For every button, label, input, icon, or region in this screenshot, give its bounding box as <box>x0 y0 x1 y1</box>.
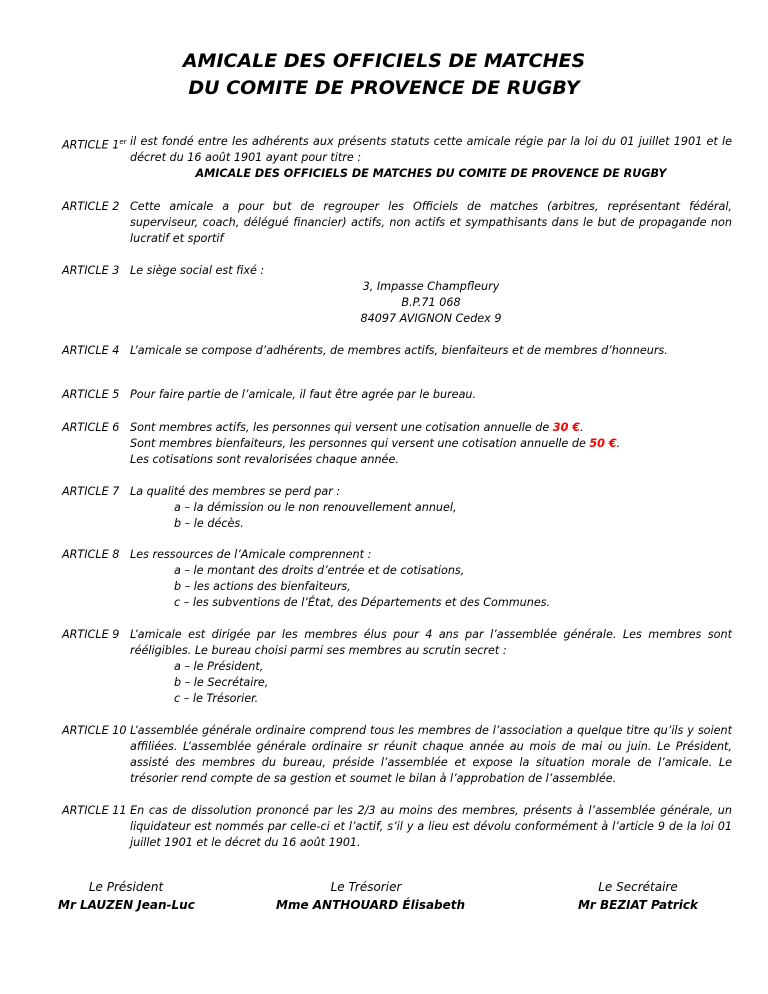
article-1-text: il est fondé entre les adhérents aux présents statuts cette amicale régie par la loi du 01 juillet 1901 et le décret du 16 août 1901 ayant pour titre : <box>130 135 732 164</box>
list-item: c – le Trésorier. <box>174 692 259 705</box>
signature-name: Mr LAUZEN Jean-Luc <box>58 898 195 912</box>
article-3-label: ARTICLE 3 <box>62 264 120 277</box>
article-11-text: En cas de dissolution prononcé par les 2/3 au moins des membres, présents à l’assemblée générale, un liquidateur est nommés par celle-ci et l’actif, s’il y a lieu est dévolu conformément à l’article 9 de la loi 01 juillet 1901 et le décret du 16 août 1901. <box>130 804 732 849</box>
article-9-text: L’amicale est dirigée par les membres élus pour 4 ans par l’assemblée générale. Les membres sont rééligibles. Le bureau choisi parmi ses membres au scrutin secret : <box>130 628 732 657</box>
article-10-text: L’assemblée générale ordinaire comprend tous les membres de l’association a quelque titre qu’ils y soient affiliées. L’assemblée générale ordinaire sr réunit chaque année au mois de mai ou juin. Le Président, assisté des membres du bureau, préside l’assemblée et expose la situation morale de l’amicale. Le trésorier rend compte de sa gestion et soumet le bilan à l’approbation de l’assemblée. <box>130 724 732 785</box>
signature-name: Mr BEZIAT Patrick <box>577 898 699 912</box>
article-6-label: ARTICLE 6 <box>62 421 120 434</box>
address-line-1: 3, Impasse Champfleury <box>362 280 500 293</box>
article-6-line-2: Sont membres bienfaiteurs, les personnes qui versent une cotisation annuelle de 50 €. <box>130 437 621 450</box>
list-item: a – le Président, <box>174 660 264 673</box>
benefactor-member-fee: 50 € <box>589 437 617 450</box>
article-6-line-1: Sont membres actifs, les personnes qui versent une cotisation annuelle de 30 €. <box>130 421 584 434</box>
address-line-3: 84097 AVIGNON Cedex 9 <box>360 312 502 325</box>
article-8-text: Les ressources de l’Amicale comprennent : <box>130 548 372 561</box>
article-10-label: ARTICLE 10 <box>62 724 127 737</box>
article-9 <box>62 627 732 707</box>
list-item: c – les subventions de l’État, des Départements et des Communes. <box>174 596 551 609</box>
article-8 <box>62 547 732 611</box>
signature-secretaire <box>570 878 706 914</box>
article-5 <box>62 387 732 403</box>
article-2-label: ARTICLE 2 <box>62 200 120 213</box>
article-8-label: ARTICLE 8 <box>62 548 120 561</box>
article-5-text: Pour faire partie de l’amicale, il faut être agrée par le bureau. <box>130 388 477 401</box>
article-4 <box>62 343 732 359</box>
address-line-2: B.P.71 068 <box>401 296 461 309</box>
article-11 <box>62 803 732 851</box>
article-4-text: L’amicale se compose d’adhérents, de membres actifs, bienfaiteurs et de membres d’honneurs. <box>130 344 668 357</box>
title-line-1: AMICALE DES OFFICIELS DE MATCHES <box>182 50 586 72</box>
article-4-label: ARTICLE 4 <box>62 344 120 357</box>
page-title <box>0 48 768 102</box>
article-7-label: ARTICLE 7 <box>62 485 120 498</box>
article-5-label: ARTICLE 5 <box>62 388 120 401</box>
article-1 <box>62 134 732 182</box>
article-1-label-sup: er <box>119 138 127 146</box>
article-1-label: ARTICLE 1er <box>62 138 127 152</box>
article-11-label: ARTICLE 11 <box>62 804 127 817</box>
article-9-label: ARTICLE 9 <box>62 628 120 641</box>
article-3 <box>62 263 732 327</box>
list-item: b – le Secrétaire, <box>174 676 269 689</box>
list-item: a – la démission ou le non renouvellement annuel, <box>174 501 457 514</box>
article-6 <box>62 420 732 468</box>
list-item: b – les actions des bienfaiteurs, <box>174 580 351 593</box>
article-2-text: Cette amicale a pour but de regrouper les Officiels de matches (arbitres, représentant fédéral, superviseur, coach, délégué financier) actifs, non actifs et sympathisants dans le but de propagande non lucratif et sportif <box>130 200 732 245</box>
article-2 <box>62 199 732 247</box>
article-10 <box>62 723 732 787</box>
signature-name: Mme ANTHOUARD Élisabeth <box>276 898 466 912</box>
article-6-line-3: Les cotisations sont revalorisées chaque année. <box>130 453 399 466</box>
signature-role: Le Président <box>88 880 164 894</box>
title-line-2: DU COMITE DE PROVENCE DE RUGBY <box>188 77 580 99</box>
article-7-text: La qualité des membres se perd par : <box>130 485 341 498</box>
article-1-association-name: AMICALE DES OFFICIELS DE MATCHES DU COMITE DE PROVENCE DE RUGBY <box>195 167 667 180</box>
signature-president <box>58 878 194 914</box>
article-3-text: Le siège social est fixé : <box>130 264 265 277</box>
list-item: a – le montant des droits d’entrée et de cotisations, <box>174 564 465 577</box>
active-member-fee: 30 € <box>552 421 581 434</box>
signature-role: Le Trésorier <box>330 880 402 894</box>
signature-role: Le Secrétaire <box>598 880 678 894</box>
article-7 <box>62 484 732 532</box>
list-item: b – le décès. <box>174 517 244 530</box>
signature-tresorier <box>276 878 466 914</box>
